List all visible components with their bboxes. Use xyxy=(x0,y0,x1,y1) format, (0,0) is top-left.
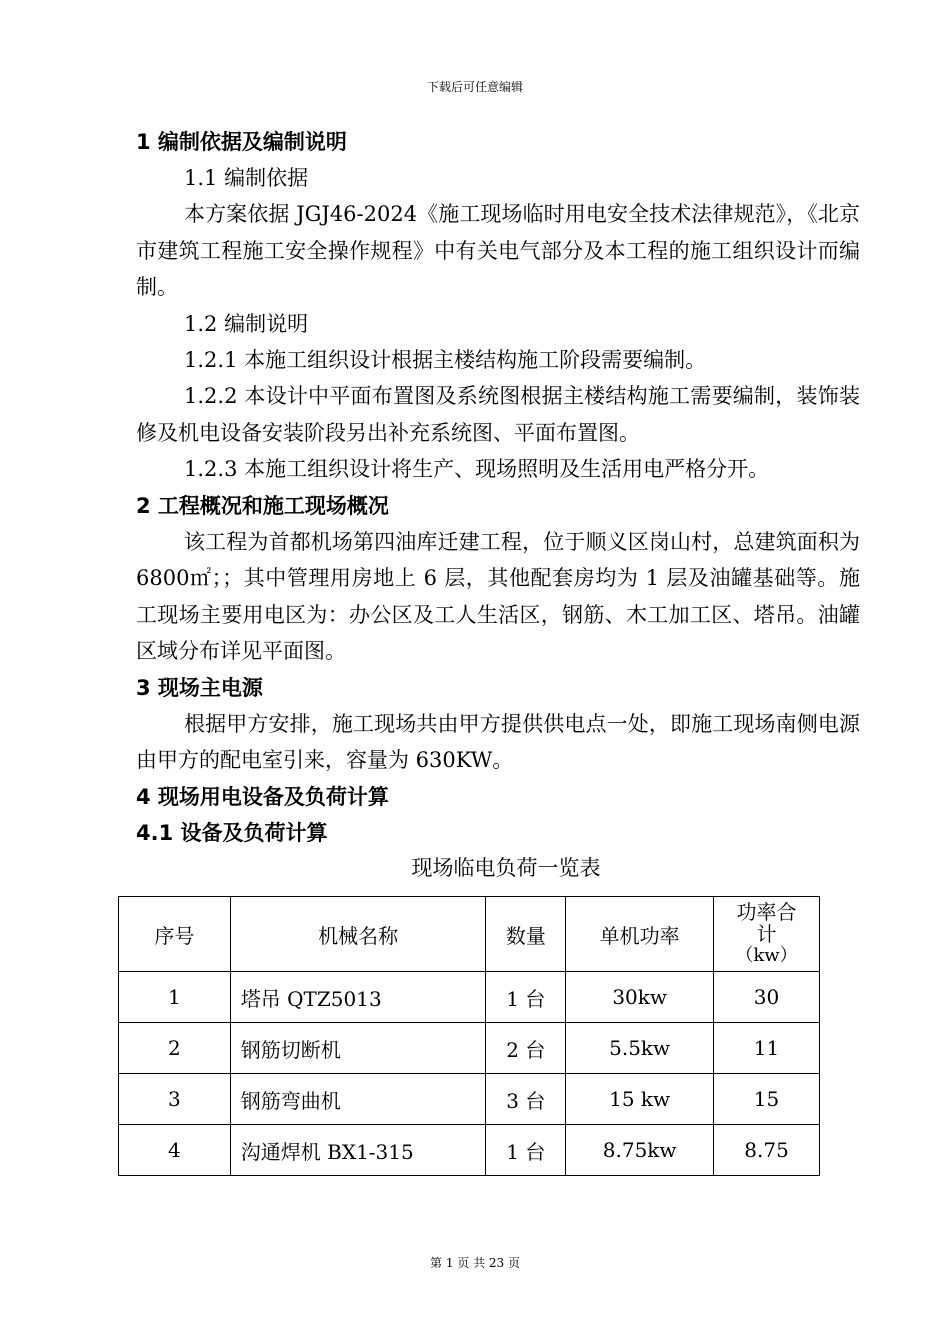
cell-total: 8.75 xyxy=(714,1125,820,1176)
section-1-2-1-paragraph: 1.2.1 本施工组织设计根据主楼结构施工阶段需要编制。 xyxy=(184,347,707,372)
header-unit-power: 单机功率 xyxy=(566,897,714,972)
page-footer: 第 1 页 共 23 页 xyxy=(430,1256,520,1270)
header-qty: 数量 xyxy=(486,897,566,972)
cell-unit-power: 15 kw xyxy=(566,1074,714,1125)
section-3-title: 3 现场主电源 xyxy=(136,675,263,700)
cell-unit-power: 30kw xyxy=(566,972,714,1023)
section-2-title: 2 工程概况和施工现场概况 xyxy=(136,493,389,518)
section-3-paragraph: 根据甲方安排，施工现场共由甲方提供供电点一处，即施工现场南侧电源由甲方的配电室引来，容量为 630KW。 xyxy=(136,711,860,772)
header-no: 序号 xyxy=(119,897,231,972)
table-caption: 现场临电负荷一览表 xyxy=(411,855,601,880)
page-header: 下载后可任意编辑 xyxy=(426,80,523,94)
header-total-power-line2: 计 xyxy=(756,922,777,946)
table-row xyxy=(119,1125,820,1176)
cell-name: 钢筋弯曲机 xyxy=(230,1074,486,1125)
cell-unit-power: 5.5kw xyxy=(566,1023,714,1074)
cell-name: 沟通焊机 BX1-315 xyxy=(230,1125,486,1176)
section-1-2-title: 1.2 编制说明 xyxy=(184,311,309,336)
section-2-paragraph: 该工程为首都机场第四油库迁建工程，位于顺义区岗山村，总建筑面积为 6800㎡；；其中管理用房地上 6 层，其他配套房均为 1 层及油罐基础等。施工现场主要用电区为：办公区及工人生活区，钢筋、木工加工区、塔吊。油罐区域分布详见平面图。 xyxy=(136,529,860,663)
cell-name: 塔吊 QTZ5013 xyxy=(230,972,486,1023)
table-row xyxy=(119,1023,820,1074)
section-1-2-3-paragraph: 1.2.3 本施工组织设计将生产、现场照明及生活用电严格分开。 xyxy=(184,457,770,481)
cell-qty: 3 台 xyxy=(486,1074,566,1125)
cell-total: 11 xyxy=(714,1023,820,1074)
cell-total: 30 xyxy=(714,972,820,1023)
cell-no: 2 xyxy=(119,1023,231,1074)
table-header-row xyxy=(119,897,820,972)
section-4-title: 4 现场用电设备及负荷计算 xyxy=(136,784,389,809)
cell-no: 3 xyxy=(119,1074,231,1125)
cell-total: 15 xyxy=(714,1074,820,1125)
document-body xyxy=(136,124,860,881)
table-row xyxy=(119,972,820,1023)
header-total-power-line3: （kw） xyxy=(735,945,798,966)
section-1-title: 1 编制依据及编制说明 xyxy=(136,130,347,154)
section-1-2-2-paragraph: 1.2.2 本设计中平面布置图及系统图根据主楼结构施工需要编制，装饰装修及机电设备安装阶段另出补充系统图、平面布置图。 xyxy=(136,384,860,445)
header-total-power-line1: 功率合 xyxy=(736,900,797,924)
section-1-1-paragraph: 本方案依据 JGJ46-2024《施工现场临时用电安全技术法律规范》，《北京市建筑工程施工安全操作规程》中有关电气部分及本工程的施工组织设计而编制。 xyxy=(136,202,860,299)
section-4-1-title: 4.1 设备及负荷计算 xyxy=(136,820,328,845)
header-total-power xyxy=(714,897,820,972)
table-row xyxy=(119,1074,820,1125)
cell-qty: 1 台 xyxy=(486,1125,566,1176)
cell-unit-power: 8.75kw xyxy=(566,1125,714,1176)
header-name: 机械名称 xyxy=(230,897,486,972)
load-table xyxy=(118,896,820,1176)
section-1-1-title: 1.1 编制依据 xyxy=(184,166,309,190)
cell-name: 钢筋切断机 xyxy=(230,1023,486,1074)
cell-qty: 1 台 xyxy=(486,972,566,1023)
cell-no: 4 xyxy=(119,1125,231,1176)
cell-no: 1 xyxy=(119,972,231,1023)
cell-qty: 2 台 xyxy=(486,1023,566,1074)
